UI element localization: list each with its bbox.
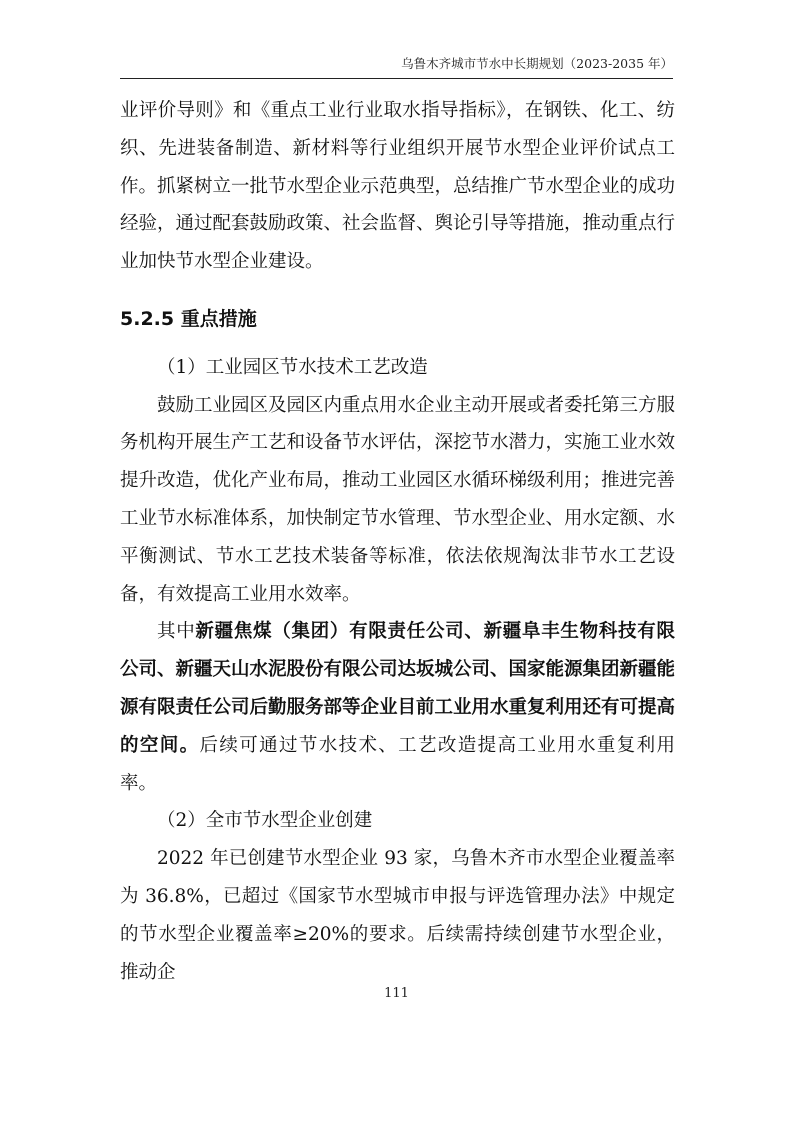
bold-text: 新疆焦煤（集团）有限责任公司、新疆阜丰生物科技有限公司、新疆天山水泥股份有限公司达坂城公司、国家能源集团新疆能源有限责任公司后勤服务部等企业目前工业用水重复利用还有可提高的空间。 bbox=[120, 621, 676, 756]
paragraph: 2022 年已创建节水型企业 93 家，乌鲁木齐市水型企业覆盖率为 36.8%，已超过《国家节水型城市申报与评选管理办法》中规定的节水型企业覆盖率≥20%的要求。后续需持续创建节水型企业，推动企 bbox=[120, 848, 675, 983]
page-number: 111 bbox=[384, 986, 409, 1001]
paragraph: 鼓励工业园区及园区内重点用水企业主动开展或者委托第三方服务机构开展生产工艺和设备节水评估，深挖节水潜力，实施工业水效提升改造，优化产业布局，推动工业园区水循环梯级利用；推进完善工业节水标准体系，加快制定节水管理、节水型企业、用水定额、水平衡测试、节水工艺技术装备等标准，依法依规淘汰非节水工艺设备，有效提高工业用水效率。 bbox=[120, 394, 676, 605]
paragraph-with-bold bbox=[120, 613, 675, 802]
header-title: 乌鲁木齐城市节水中长期规划（2023-2035 年） bbox=[401, 56, 673, 71]
text-prefix: 其中 bbox=[157, 621, 196, 643]
text-suffix: 后续可通过节水技术、工艺改造提高工业用水重复利用率。 bbox=[120, 734, 675, 794]
paragraph: 业评价导则》和《重点工业行业取水指导指标》，在钢铁、化工、纺织、先进装备制造、新材料等行业组织开展节水型企业评价试点工作。抓紧树立一批节水型企业示范典型，总结推广节水型企业的成功经验，通过配套鼓励政策、社会监督、舆论引导等措施，推动重点行业加快节水型企业建设。 bbox=[120, 100, 676, 273]
subsection-heading: （2）全市节水型企业创建 bbox=[157, 810, 373, 832]
subsection-heading: （1）工业园区节水技术工艺改造 bbox=[157, 356, 428, 378]
page-header bbox=[120, 48, 673, 79]
section-heading: 5.2.5 重点措施 bbox=[120, 307, 257, 330]
document-body bbox=[120, 92, 675, 991]
